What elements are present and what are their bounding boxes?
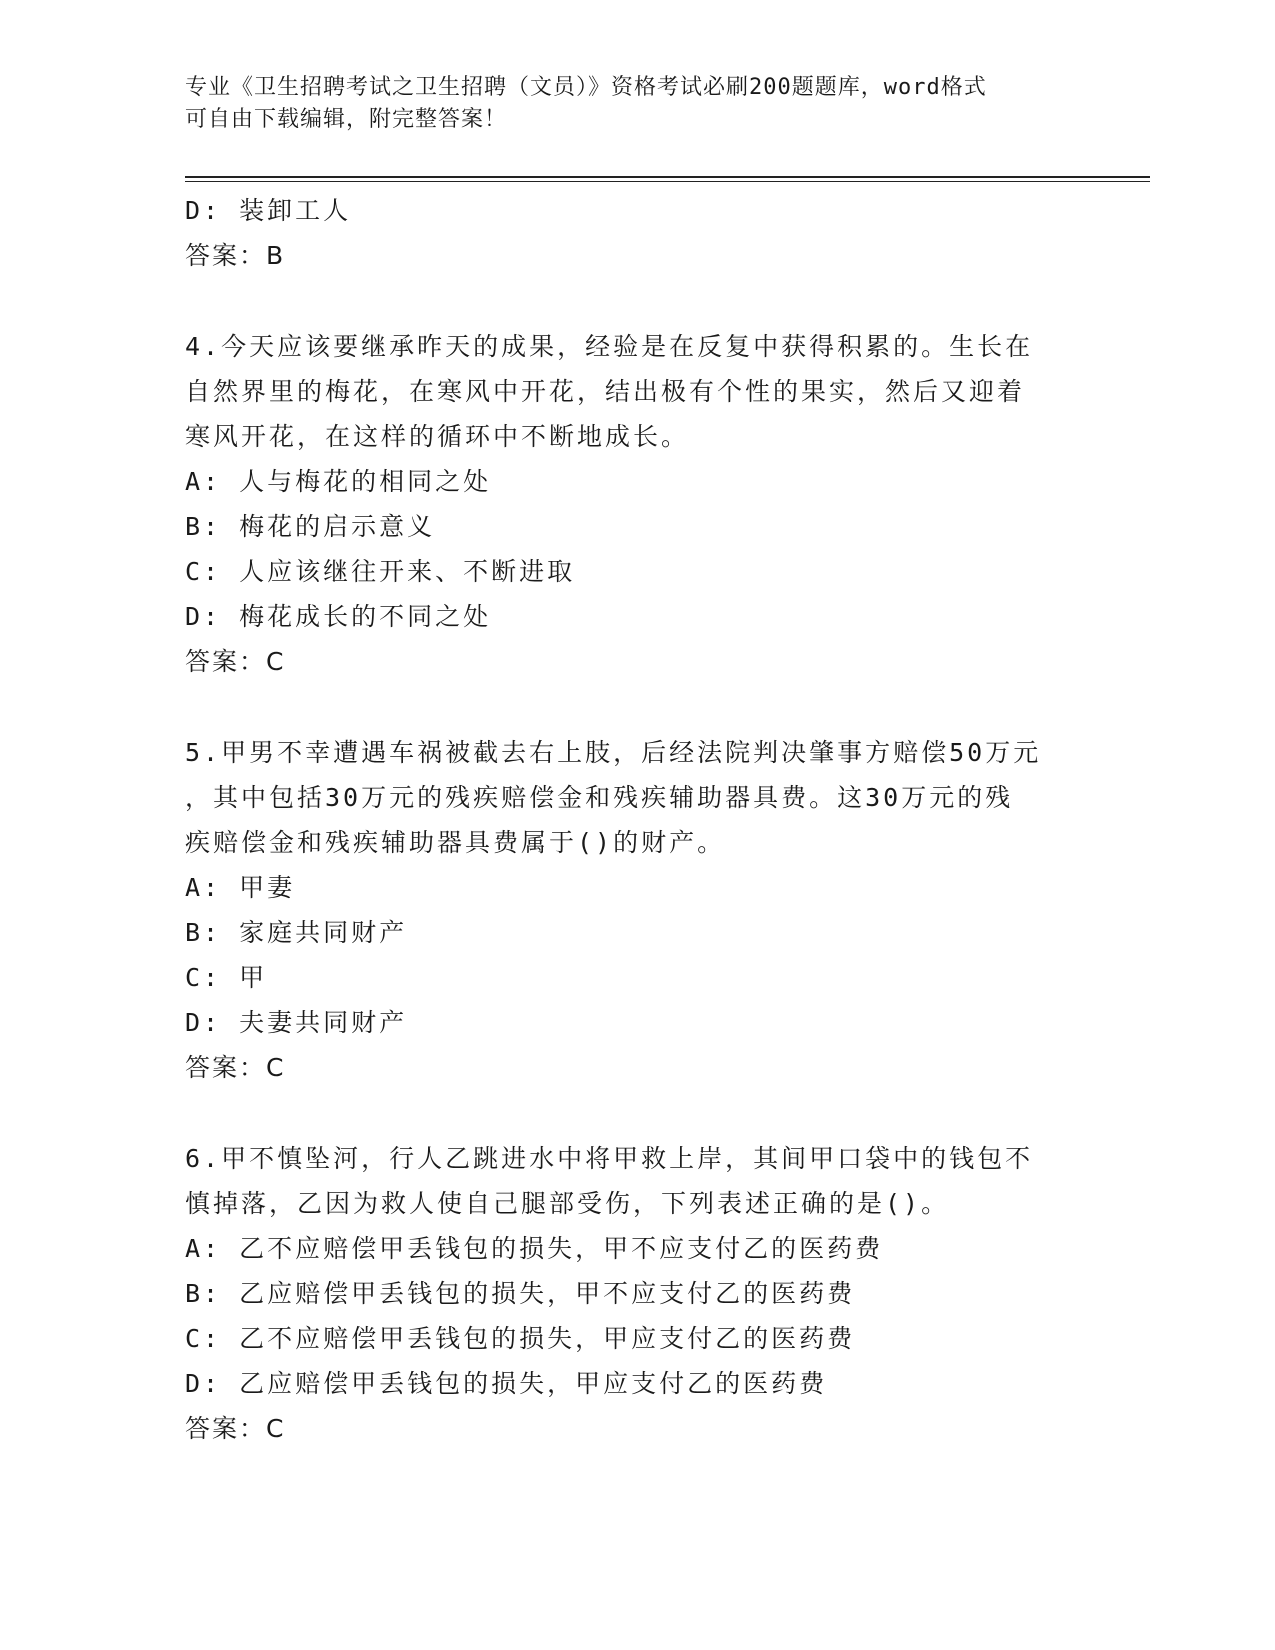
option-d: D: 夫妻共同财产 — [185, 1008, 408, 1037]
option-b: B: 梅花的启示意义 — [185, 512, 436, 541]
option-b: B: 乙应赔偿甲丢钱包的损失，甲不应支付乙的医药费 — [185, 1279, 856, 1308]
stem-line: 4.今天应该要继承昨天的成果，经验是在反复中获得积累的。生长在 — [185, 332, 1034, 361]
option-d: D: 乙应赔偿甲丢钱包的损失，甲应支付乙的医药费 — [185, 1369, 828, 1398]
question-5 — [185, 730, 1085, 1090]
option-a: A: 乙不应赔偿甲丢钱包的损失，甲不应支付乙的医药费 — [185, 1234, 884, 1263]
spacer — [185, 684, 1085, 730]
question-4 — [185, 324, 1085, 684]
document-body — [185, 188, 1085, 1451]
header-rule-thin — [185, 181, 1150, 182]
option-d: D: 梅花成长的不同之处 — [185, 602, 492, 631]
option-c: C: 甲 — [185, 963, 268, 992]
option-d: D: 装卸工人 — [185, 196, 352, 225]
stem-line: 寒风开花，在这样的循环中不断地成长。 — [185, 422, 690, 451]
stem-line: 慎掉落，乙因为救人使自己腿部受伤，下列表述正确的是()。 — [185, 1189, 950, 1218]
spacer — [185, 278, 1085, 324]
stem-line: ，其中包括30万元的残疾赔偿金和残疾辅助器具费。这30万元的残 — [185, 783, 1014, 812]
spacer — [185, 1090, 1085, 1136]
header-line-1: 专业《卫生招聘考试之卫生招聘（文员）》资格考试必刷200题题库，word格式 — [185, 75, 987, 100]
header-line-2: 可自由下载编辑，附完整答案！ — [185, 107, 508, 132]
question-6 — [185, 1136, 1085, 1451]
header-rule-thick — [185, 176, 1150, 178]
option-a: A: 甲妻 — [185, 873, 296, 902]
question-stem — [185, 324, 1085, 459]
stem-line: 6.甲不慎坠河，行人乙跳进水中将甲救上岸，其间甲口袋中的钱包不 — [185, 1144, 1034, 1173]
answer-line: 答案：C — [185, 1053, 286, 1082]
stem-line: 5.甲男不幸遭遇车祸被截去右上肢，后经法院判决肇事方赔偿50万元 — [185, 738, 1042, 767]
answer-line: 答案：C — [185, 1414, 286, 1443]
option-c: C: 乙不应赔偿甲丢钱包的损失，甲应支付乙的医药费 — [185, 1324, 856, 1353]
stem-line: 自然界里的梅花，在寒风中开花，结出极有个性的果实，然后又迎着 — [185, 377, 1026, 406]
option-b: B: 家庭共同财产 — [185, 918, 408, 947]
question-stem — [185, 1136, 1085, 1226]
option-a: A: 人与梅花的相同之处 — [185, 467, 492, 496]
stem-line: 疾赔偿金和残疾辅助器具费属于()的财产。 — [185, 828, 726, 857]
answer-line: 答案：B — [185, 241, 286, 270]
page-header — [185, 72, 1085, 136]
answer-line: 答案：C — [185, 647, 286, 676]
previous-question-tail — [185, 188, 1085, 278]
option-c: C: 人应该继往开来、不断进取 — [185, 557, 576, 586]
question-stem — [185, 730, 1085, 865]
